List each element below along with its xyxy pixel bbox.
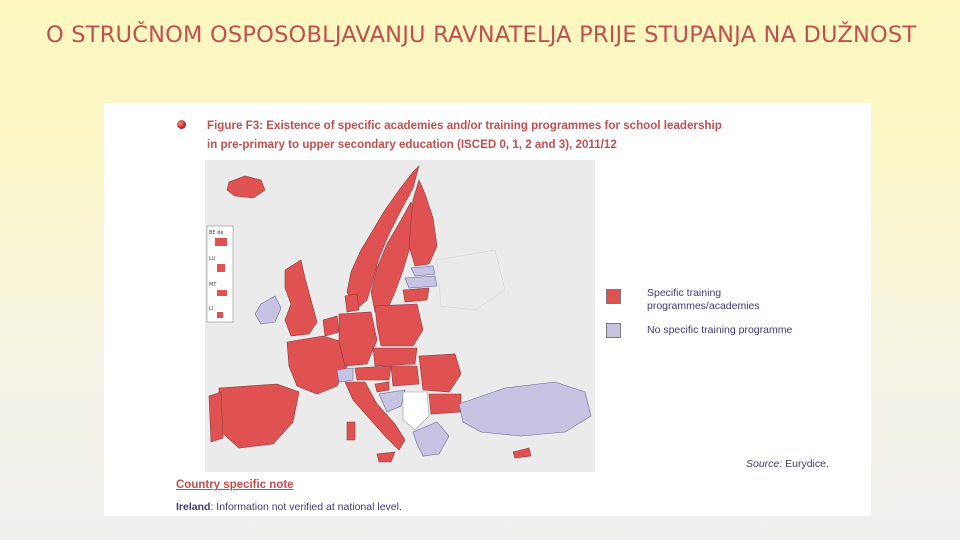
europe-map-svg <box>205 160 595 472</box>
region-portugal <box>209 392 223 442</box>
region-estonia <box>411 266 435 276</box>
country-note-text: : Information not verified at national level. <box>210 501 402 513</box>
region-lithuania <box>403 288 429 302</box>
country-note-heading: Country specific note <box>176 479 294 491</box>
source-note <box>746 458 829 470</box>
region-sardinia <box>347 422 355 440</box>
inset-label-lu: LU <box>209 256 216 262</box>
inset-label-be: BE de <box>209 230 224 236</box>
region-czechia-slovakia <box>373 348 417 366</box>
legend-swatch-no-training <box>606 323 621 338</box>
legend-label-training-line-2: programmes/academies <box>647 300 760 312</box>
country-note-country: Ireland <box>176 501 211 513</box>
figure-title-line-1: Figure F3: Existence of specific academies and/or training programmes for school leadership <box>207 119 722 132</box>
inset-li <box>217 312 223 318</box>
region-bulgaria <box>429 394 461 414</box>
country-note-body <box>176 501 402 513</box>
bullet-icon <box>177 120 186 129</box>
inset-be <box>215 238 227 246</box>
legend-label-no-training: No specific training programme <box>647 324 793 336</box>
legend-swatch-training <box>606 289 621 304</box>
inset-label-li: LI <box>209 306 214 312</box>
source-value: Eurydice. <box>782 458 829 470</box>
figure-panel <box>104 103 871 516</box>
inset-label-mt: MT <box>209 282 217 288</box>
figure-title <box>207 116 827 154</box>
legend-label-training <box>647 287 827 313</box>
europe-map <box>205 160 595 472</box>
region-hungary <box>391 366 419 386</box>
region-denmark <box>345 294 359 312</box>
region-slovenia <box>375 382 389 392</box>
inset-mt <box>217 290 227 296</box>
inset-lu <box>217 264 225 272</box>
source-prefix: Source: <box>746 458 783 470</box>
region-latvia <box>405 276 437 288</box>
region-austria <box>355 366 391 380</box>
slide-title: O STRUČNOM OSPOSOBLJAVANJU RAVNATELJA PRIJE STUPANJA NA DUŽNOST <box>46 22 917 48</box>
region-poland <box>375 304 423 346</box>
figure-title-line-2: in pre-primary to upper secondary education (ISCED 0, 1, 2 and 3), 2011/12 <box>207 138 617 151</box>
legend-label-training-line-1: Specific training <box>647 287 722 299</box>
region-switzerland <box>337 368 353 382</box>
